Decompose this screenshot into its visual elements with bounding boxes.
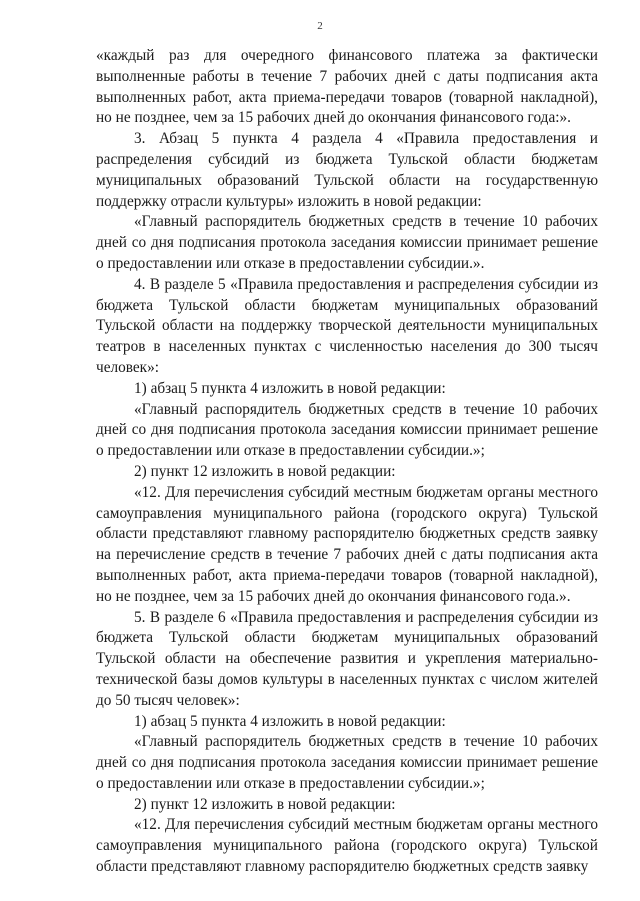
paragraph-quote: «12. Для перечисления субсидий местным бюджетам органы местного самоуправления муниципального района (городского округа) Тульской области представляют главному распорядителю бюджетных средств заявку на перечисление средств в течение 7 рабочих дней с даты подписания акта выполненных работ, акта приема-передачи товаров (товарной накладной), но не позднее, чем за 15 рабочих дней до окончания финансового года.». (96, 483, 598, 605)
paragraph-item-3: 3. Абзац 5 пункта 4 раздела 4 «Правила предоставления и распределения субсидий из бюджета Тульской области бюджетам муниципальных образований Тульской области на государственную поддержку отрасли культуры» изложить в новой редакции: (96, 130, 598, 210)
paragraph-item-4: 4. В разделе 5 «Правила предоставления и распределения субсидии из бюджета Тульской области бюджетам муниципальных образований Тульской области на поддержку творческой деятельности муниципальных театров в населенных пунктах с численностью населения до 300 тысяч человек»: (96, 275, 598, 376)
paragraph-quote: «Главный распорядитель бюджетных средств в течение 10 рабочих дней со дня подписания протокола заседания комиссии принимает решение о предоставлении или отказе в предоставлении субсидии.». (96, 213, 598, 272)
page-number: 2 (317, 20, 323, 32)
paragraph-continued-quote: «каждый раз для очередного финансового платежа за фактически выполненные работы в течение 7 рабочих дней с даты подписания акта выполненных работ, акта приема-передачи товаров (товарной накладной), но не позднее, чем за 15 рабочих дней до окончания финансового года:». (96, 47, 598, 127)
paragraph-quote: «Главный распорядитель бюджетных средств в течение 10 рабочих дней со дня подписания протокола заседания комиссии принимает решение о предоставлении или отказе в предоставлении субсидии.»; (96, 400, 598, 460)
document-body (96, 46, 598, 878)
paragraph-subitem: 2) пункт 12 изложить в новой редакции: (134, 462, 396, 480)
paragraph-subitem: 2) пункт 12 изложить в новой редакции: (134, 795, 396, 813)
paragraph-subitem: 1) абзац 5 пункта 4 изложить в новой редакции: (134, 379, 446, 397)
paragraph-subitem: 1) абзац 5 пункта 4 изложить в новой редакции: (134, 712, 446, 730)
paragraph-quote: «12. Для перечисления субсидий местным бюджетам органы местного самоуправления муниципального района (городского округа) Тульской области представляют главному распорядителю бюджетных средств заявку (96, 816, 598, 876)
paragraph-item-5: 5. В разделе 6 «Правила предоставления и распределения субсидии из бюджета Тульской области бюджетам муниципальных образований Тульской области на обеспечение развития и укрепления материально-технической базы домов культуры в населенных пунктах с числом жителей до 50 тысяч человек»: (96, 608, 598, 709)
paragraph-quote: «Главный распорядитель бюджетных средств в течение 10 рабочих дней со дня подписания протокола заседания комиссии принимает решение о предоставлении или отказе в предоставлении субсидии.»; (96, 733, 598, 792)
